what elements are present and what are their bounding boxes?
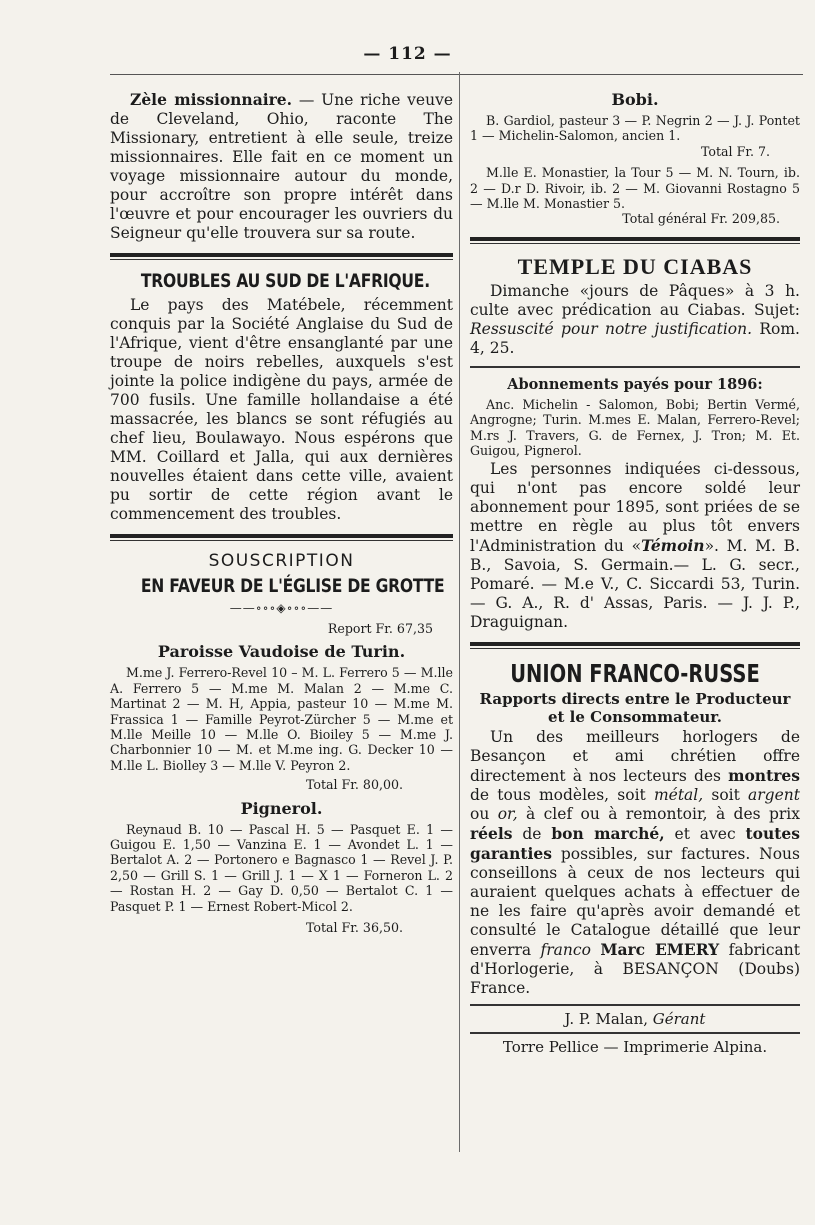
temoin-name: Témoin — [641, 536, 705, 556]
page-number: — 112 — — [363, 44, 452, 64]
turin-title: Paroisse Vaudoise de Turin. — [157, 642, 406, 662]
retard-text: Les personnes indiquées ci-dessous, qui n'ont pas encore soldé leur abonnement pour 1895, sont priées de se mettre en règle au plus tôt envers l'Administration du « — [470, 460, 800, 556]
abonnements-list: Anc. Michelin - Salomon, Bobi; Bertin Vermé, Angrogne; Turin. M.mes E. Malan, Ferrero-Revel; M.rs J. Travers, G. de Fernex, J. Tron; M. Et. Guigou, Pignerol. — [470, 396, 800, 459]
union-garanties: toutes garanties — [470, 824, 800, 864]
union-bon-marche: bon marché, — [551, 824, 665, 844]
retard-names: ». M. M. B. B., Savoia, S. Germain.— L. G. secr., Pomaré. — M.e V., C. Siccardi 53, Turin. — G. A., R. d' Assas, Paris. — J. J. P., Draguignan. — [470, 537, 800, 632]
section-rule — [470, 1004, 800, 1006]
union-text: à clef ou à remontoir, à des prix — [517, 805, 800, 824]
union-argent: argent — [748, 786, 800, 805]
section-rule-thin — [470, 648, 800, 649]
bobi-donations: B. Gardiol, pasteur 3 — P. Negrin 2 — J. J. Pontet 1 — Michelin-Salomon, ancien 1. — [470, 113, 800, 144]
report-line: Report Fr. 67,35 — [327, 621, 433, 636]
union-text: Un des meilleurs horlogers de Besançon et ami chrétien offre directement à nos lecteurs des — [470, 728, 800, 786]
union-text: soit — [703, 786, 749, 805]
union-subtitle: Rapports directs entre le Producteur et le Consommateur. — [479, 690, 791, 727]
zele-title: Zèle missionnaire. — [130, 90, 293, 109]
imprimerie-line: Torre Pellice — Imprimerie Alpina. — [502, 1038, 768, 1057]
temple-reference: Rom. 4, 25. — [470, 319, 800, 357]
union-advert — [470, 728, 800, 998]
temple-announcement — [470, 282, 800, 358]
pignerol-total: Total Fr. 36,50. — [305, 920, 403, 936]
bobi-donations-2: M.lle E. Monastier, la Tour 5 — M. N. Tourn, ib. 2 — D.r D. Rivoir, ib. 2 — M. Giovanni Rostagno 5 — M.lle M. Monastier 5. — [470, 165, 800, 212]
union-text: possibles, sur factures. Nous conseillons à ceux de nos lecteurs qui auraient quelques achats à effectuer de ne les faire qu'après avoir demandé et consulté le Catalogue détaillé que leur enverra — [470, 845, 800, 960]
section-rule-thin — [110, 259, 453, 260]
section-rule — [470, 237, 800, 241]
troubles-text: Le pays des Matébele, récemment conquis par la Société Anglaise du Sud de l'Afrique, vient d'être ensanglanté par une troupe de noirs rebelles, auxquels s'est jointe la police indigène du pays, armée de 700 fusils. Une famille hollandaise a été massacrée, les blancs se sont réfugiés au chef lieu, Boulawayo. Nous espérons que MM. Coillard et Jalla, qui aux dernières nouvelles étaient dans cette ville, avaient pu sortir de cette région avant le commencement des troubles. — [110, 296, 453, 523]
union-montres: montres — [728, 766, 800, 786]
temple-text: Dimanche «jours de Pâques» à 3 h. culte avec prédication au Ciabas. Sujet: — [470, 281, 800, 319]
troubles-title: TROUBLES AU SUD DE L'AFRIQUE. — [140, 270, 430, 292]
turin-total: Total Fr. 80,00. — [305, 777, 403, 793]
bobi-total: Total Fr. 7. — [700, 143, 770, 159]
union-text: de — [512, 825, 552, 844]
union-text: fabricant d'Horlogerie, à BESANÇON (Doubs) France. — [470, 941, 800, 998]
union-text: ou — [470, 805, 498, 824]
souscription-title: SOUSCRIPTION — [208, 551, 355, 571]
union-title: UNION FRANCO-RUSSE — [510, 659, 760, 689]
union-text — [591, 941, 600, 959]
retard-notice — [470, 460, 800, 632]
section-rule — [110, 534, 453, 538]
gerant-role: Gérant — [652, 1010, 706, 1029]
section-rule — [470, 642, 800, 646]
zele-text: — Une riche veuve de Cleveland, Ohio, raconte The Missionary, entretient à elle seule, treize missionnaires. Elle fait en ce moment un voyage missionnaire autour du monde, pour accroître son propre intérêt dans l'œuvre et pour encourager les ouvriers du Seigneur qu'elle trouvera sur sa route. — [110, 91, 453, 242]
union-or: or, — [497, 805, 518, 824]
union-text: et avec — [664, 825, 746, 844]
union-text: de tous modèles, soit — [470, 786, 654, 805]
column-divider — [459, 72, 460, 1152]
right-column — [470, 90, 800, 1056]
gerant-line — [470, 1010, 800, 1028]
section-rule — [110, 253, 453, 257]
union-metal: métal, — [653, 786, 704, 805]
section-rule — [470, 366, 800, 368]
union-marc-emery: Marc EMERY — [600, 940, 720, 960]
turin-donations: M.me J. Ferrero-Revel 10 – M. L. Ferrero 5 — M.lle A. Ferrero 5 — M.me M. Malan 2 — M.me C. Martinat 2 — M. H, Appia, pasteur 10 — M.me M. Frassica 1 — Famille Peyrot-Zürcher 5 — M.me et M.lle Meille 10 — M.lle O. Bioiley 5 — M.me J. Charbonnier 10 — M. et M.me ing. G. Decker 10 — M.lle L. Biolley 3 — M.lle V. Peyron 2. — [110, 665, 453, 773]
union-reels: réels — [470, 824, 513, 844]
souscription-subtitle: EN FAVEUR DE L'ÉGLISE DE GROTTE — [140, 575, 445, 597]
pignerol-donations: Reynaud B. 10 — Pascal H. 5 — Pasquet E. 1 — Guigou E. 1,50 — Vanzina E. 1 — Avondet L. 1 — Bertalot A. 2 — Portonero e Bagnasco 1 — Revel J. P. 2,50 — Grill S. 1 — Grill J. 1 — X 1 — Forneron L. 2 — Rostan H. 2 — Gay D. 0,50 — Bertalot C. 1 — Pasquet P. 1 — Ernest Robert-Micol 2. — [110, 821, 453, 914]
pignerol-title: Pignerol. — [240, 798, 323, 818]
union-franco: franco — [540, 941, 591, 960]
section-rule — [470, 1032, 800, 1034]
temple-subject: Ressuscité pour notre justification. — [470, 319, 753, 338]
section-rule-thin — [110, 540, 453, 541]
grand-total: Total général Fr. 209,85. — [622, 211, 780, 227]
zele-article — [110, 90, 453, 243]
temple-title: TEMPLE DU CIABAS — [517, 253, 753, 279]
ornament-divider: ——∘∘∘◈∘∘∘—— — [229, 601, 334, 615]
bobi-title: Bobi. — [611, 90, 659, 109]
section-rule-thin — [470, 243, 800, 244]
abonnements-title: Abonnements payés pour 1896: — [507, 375, 763, 393]
gerant-name: J. P. Malan, — [564, 1010, 653, 1029]
left-column — [110, 90, 453, 936]
header-rule — [110, 74, 803, 75]
